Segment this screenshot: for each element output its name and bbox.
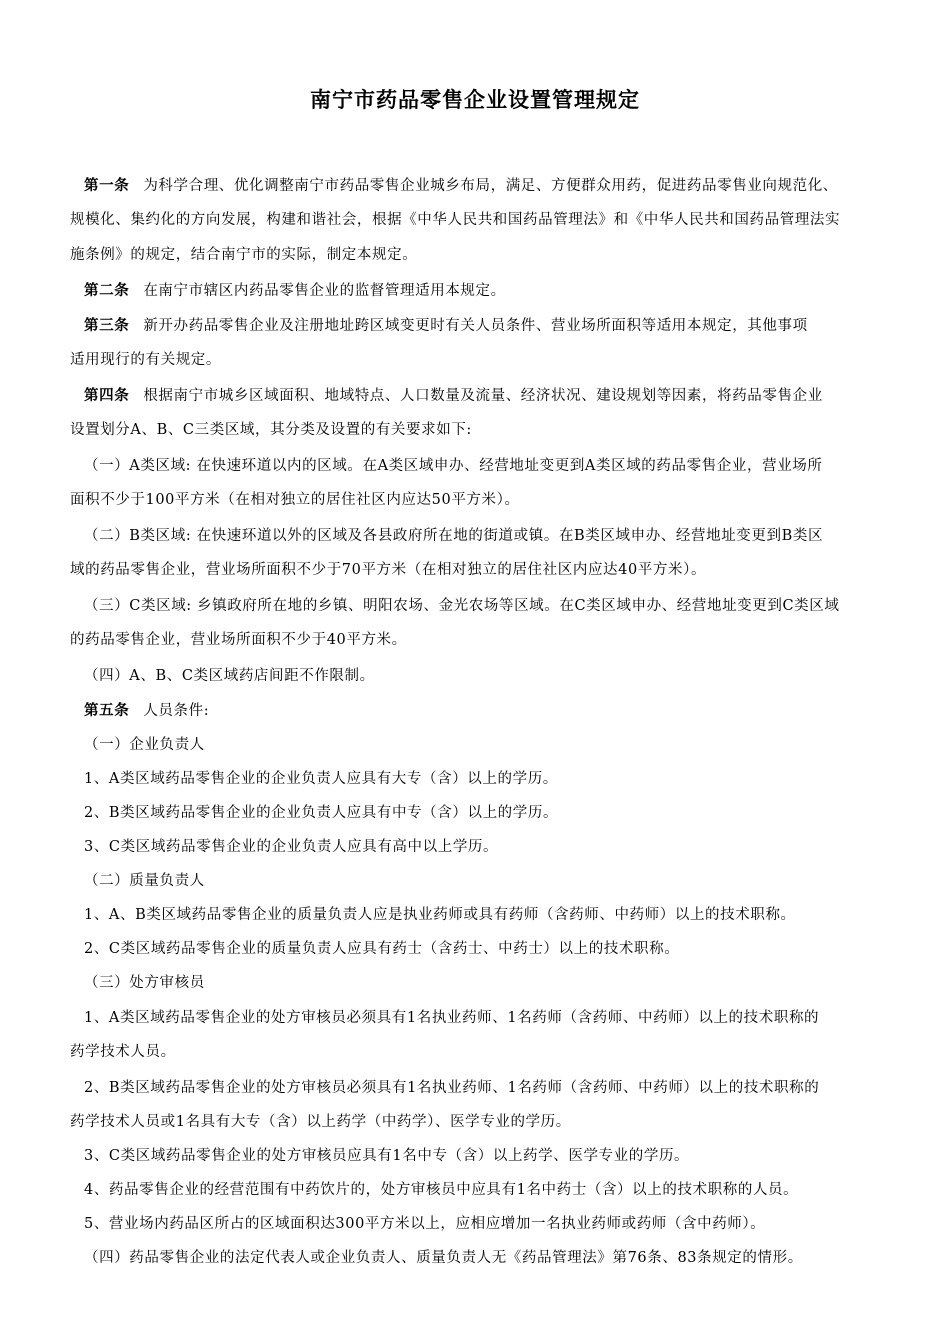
- article-5-line-1: 第五条 人员条件:: [84, 702, 210, 719]
- article-5-section-1-item-1: 1、A类区域药品零售企业的企业负责人应具有大专（含）以上的学历。: [84, 771, 558, 787]
- article-2-label: 第二条: [84, 282, 130, 299]
- article-5-section-3-item-2-line-2: 药学技术人员或1名具有大专（含）以上药学（中药学）、医学专业的学历。: [70, 1114, 571, 1130]
- article-5-section-3: （三）处方审核员: [84, 975, 205, 991]
- article-4-item-3-line-2: 的药品零售企业，营业场所面积不少于40平方米。: [70, 632, 407, 648]
- article-5-section-1-item-2: 2、B类区域药品零售企业的企业负责人应具有中专（含）以上的学历。: [84, 805, 559, 821]
- article-5-section-3-item-1-line-1: 1、A类区域药品零售企业的处方审核员必须具有1名执业药师、1名药师（含药师、中药师）以上的技术职称的: [84, 1010, 820, 1026]
- article-5-label: 第五条: [84, 702, 130, 719]
- article-5-section-3-item-1-line-2: 药学技术人员。: [70, 1044, 176, 1060]
- article-4-item-1-line-2: 面积不少于100平方米（在相对独立的居住社区内应达50平方米）。: [70, 492, 520, 508]
- article-5-section-1-item-3: 3、C类区域药品零售企业的企业负责人应具有高中以上学历。: [84, 839, 499, 855]
- article-3-line-2: 适用现行的有关规定。: [70, 352, 221, 368]
- article-5-section-2-item-1: 1、A、B类区域药品零售企业的质量负责人应是执业药师或具有药师（含药师、中药师）以上的技术职称。: [84, 907, 796, 923]
- article-4-item-2-line-2: 域的药品零售企业，营业场所面积不少于70平方米（在相对独立的居住社区内应达40平方米）。: [70, 562, 707, 578]
- article-5-section-3-item-4: 4、药品零售企业的经营范围有中药饮片的，处方审核员中应具有1名中药士（含）以上的技术职称的人员。: [84, 1182, 799, 1198]
- article-3-label: 第三条: [84, 317, 130, 334]
- article-1-line-2: 规模化、集约化的方向发展，构建和谐社会，根据《中华人民共和国药品管理法》和《中华人民共和国药品管理法实: [70, 212, 841, 228]
- article-1-line-1: 第一条 为科学合理、优化调整南宁市药品零售企业城乡布局，满足、方便群众用药，促进药品零售业向规范化、: [84, 177, 838, 194]
- article-5-section-1: （一）企业负责人: [84, 737, 205, 753]
- article-4-item-4: （四）A、B、C类区域药店间距不作限制。: [84, 668, 375, 684]
- article-5-section-4: （四）药品零售企业的法定代表人或企业负责人、质量负责人无《药品管理法》第76条、83条规定的情形。: [84, 1250, 803, 1266]
- article-4-item-2-line-1: （二）B类区域: 在快速环道以外的区域及各县政府所在地的街道或镇。在B类区域申办、经营地址变更到B类区: [84, 528, 824, 544]
- article-5-section-3-item-5: 5、营业场内药品区所占的区域面积达300平方米以上，应相应增加一名执业药师或药师（含中药师）。: [84, 1216, 766, 1232]
- article-1-label: 第一条: [84, 177, 130, 194]
- article-4-line-1: 第四条 根据南宁市城乡区域面积、地域特点、人口数量及流量、经济状况、建设规划等因素，将药品零售企业: [84, 387, 823, 404]
- document-title: 南宁市药品零售企业设置管理规定: [310, 87, 640, 112]
- article-4-item-1-line-1: （一）A类区域: 在快速环道以内的区域。在A类区域申办、经营地址变更到A类区域的药品零售企业，营业场所: [84, 458, 823, 474]
- article-4-line-2: 设置划分A、B、C三类区域，其分类及设置的有关要求如下:: [70, 422, 472, 438]
- article-3-line-1: 第三条 新开办药品零售企业及注册地址跨区域变更时有关人员条件、营业场所面积等适用本规定，其他事项: [84, 317, 808, 334]
- article-4-label: 第四条: [84, 387, 130, 404]
- article-2-line-1: 第二条 在南宁市辖区内药品零售企业的监督管理适用本规定。: [84, 282, 506, 299]
- article-4-item-3-line-1: （三）C类区域: 乡镇政府所在地的乡镇、明阳农场、金光农场等区域。在C类区域申办、经营地址变更到C类区域: [84, 598, 840, 614]
- article-5-section-2-item-2: 2、C类区域药品零售企业的质量负责人应具有药士（含药士、中药士）以上的技术职称。: [84, 941, 680, 957]
- article-5-section-3-item-3: 3、C类区域药品零售企业的处方审核员应具有1名中专（含）以上药学、医学专业的学历。: [84, 1148, 690, 1164]
- article-1-line-3: 施条例》的规定，结合南宁市的实际，制定本规定。: [70, 247, 418, 263]
- article-5-section-2: （二）质量负责人: [84, 873, 205, 889]
- article-5-section-3-item-2-line-1: 2、B类区域药品零售企业的处方审核员必须具有1名执业药师、1名药师（含药师、中药师）以上的技术职称的: [84, 1080, 820, 1096]
